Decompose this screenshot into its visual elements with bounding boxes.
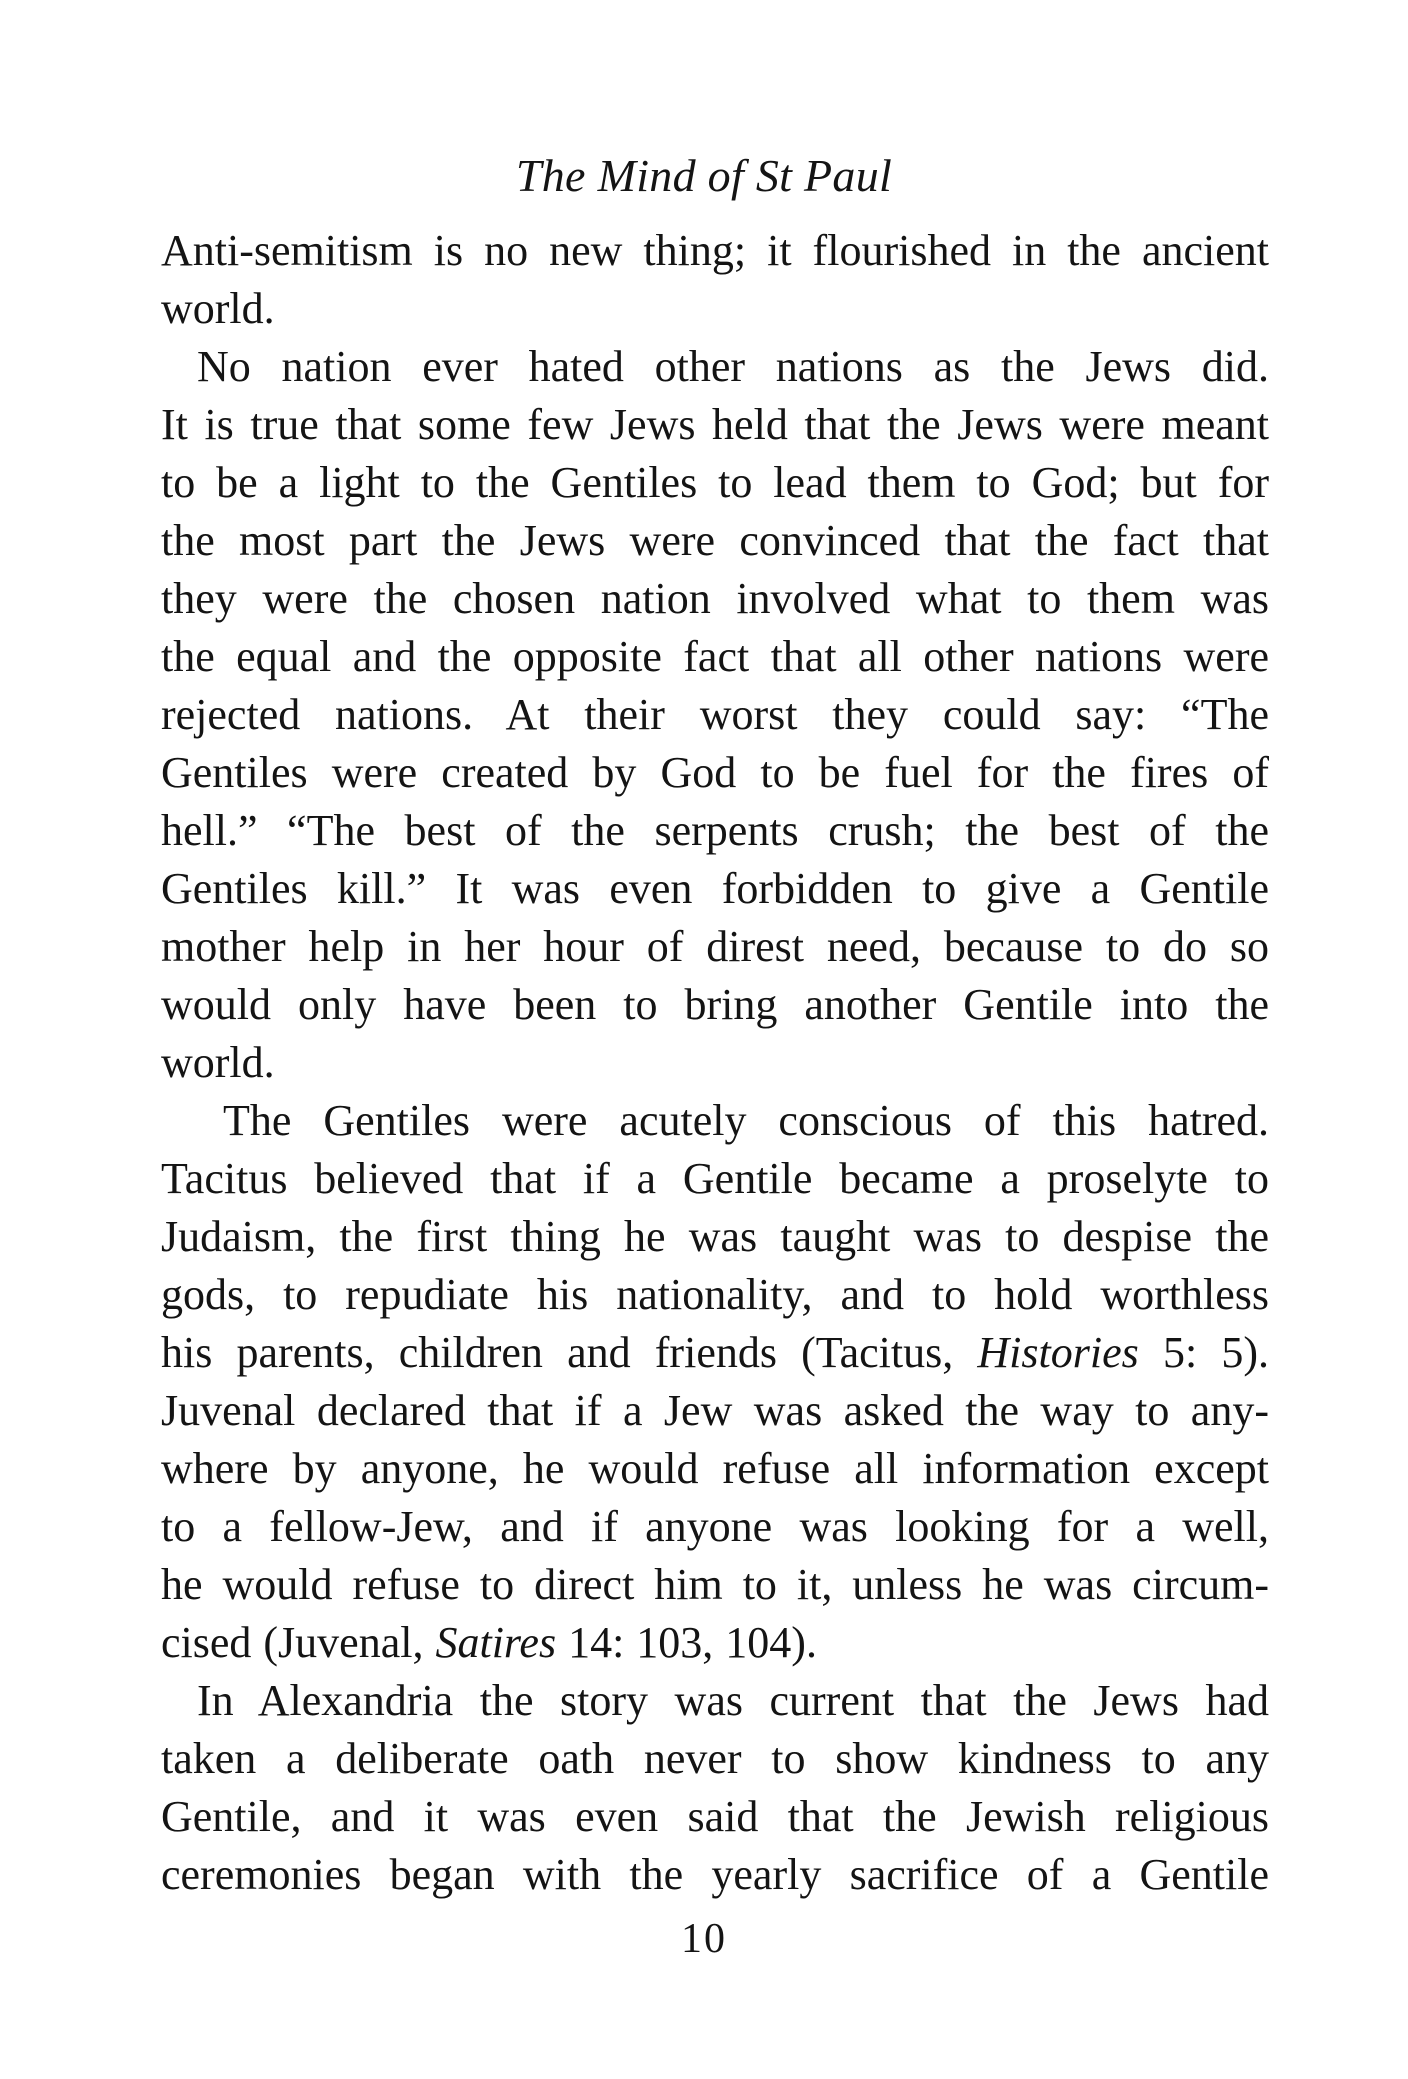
text-line: No nation ever hated other nations as the Jews did.	[197, 342, 1269, 391]
text-line: Gentiles kill.” It was even forbidden to give a Gentile	[161, 864, 1269, 913]
text-line: Anti-semitism is no new thing; it flourished in the ancient	[161, 226, 1269, 275]
citation-reference: 5: 5).	[1138, 1328, 1269, 1377]
paragraph-3	[161, 1092, 1269, 1672]
text-line: Gentiles were created by God to be fuel for the fires of	[161, 748, 1269, 797]
text-line: the equal and the opposite fact that all other nations were	[161, 632, 1269, 681]
text-line-with-citation	[161, 1614, 1269, 1672]
text-line: hell.” “The best of the serpents crush; the best of the	[161, 806, 1269, 855]
text-line: It is true that some few Jews held that the Jews were meant	[161, 400, 1269, 449]
text-line: Gentile, and it was even said that the Jewish religious	[161, 1792, 1269, 1841]
text-line: he would refuse to direct him to it, unless he was circum-	[161, 1560, 1269, 1609]
text-line: mother help in her hour of direst need, because to do so	[161, 922, 1269, 971]
text-line: In Alexandria the story was current that the Jews had	[197, 1676, 1269, 1725]
text-line: they were the chosen nation involved what to them was	[161, 574, 1269, 623]
citation-title: Histories	[977, 1328, 1139, 1377]
text-fragment: cised (Juvenal,	[161, 1618, 436, 1667]
text-line: to be a light to the Gentiles to lead them to God; but for	[161, 458, 1269, 507]
citation-reference: 14: 103, 104).	[556, 1618, 817, 1667]
text-line: world.	[161, 1038, 275, 1087]
paragraph-2	[161, 338, 1269, 1092]
running-head: The Mind of St Paul	[515, 150, 893, 201]
text-fragment: his parents, children and friends (Tacitus,	[161, 1328, 978, 1377]
paragraph-1	[161, 222, 1269, 338]
text-line: gods, to repudiate his nationality, and to hold worthless	[161, 1270, 1269, 1319]
text-line-with-citation	[161, 1324, 1269, 1382]
paragraph-4	[161, 1672, 1269, 1904]
text-line: world.	[161, 284, 275, 333]
body-text	[161, 222, 1269, 1904]
text-line: The Gentiles were acutely conscious of this hatred.	[223, 1096, 1269, 1145]
text-line: Judaism, the first thing he was taught was to despise the	[161, 1212, 1269, 1261]
page-number: 10	[681, 1916, 727, 1962]
text-line: where by anyone, he would refuse all information except	[161, 1444, 1269, 1493]
text-line: Tacitus believed that if a Gentile became a proselyte to	[161, 1154, 1269, 1203]
text-line: ceremonies began with the yearly sacrifice of a Gentile	[161, 1850, 1269, 1899]
citation-title: Satires	[435, 1618, 557, 1667]
text-line: taken a deliberate oath never to show kindness to any	[161, 1734, 1269, 1783]
text-line: rejected nations. At their worst they could say: “The	[161, 690, 1269, 739]
text-line: to a fellow-Jew, and if anyone was looking for a well,	[161, 1502, 1269, 1551]
text-line: would only have been to bring another Gentile into the	[161, 980, 1269, 1029]
text-line: the most part the Jews were convinced that the fact that	[161, 516, 1269, 565]
text-line: Juvenal declared that if a Jew was asked the way to any-	[161, 1386, 1269, 1435]
